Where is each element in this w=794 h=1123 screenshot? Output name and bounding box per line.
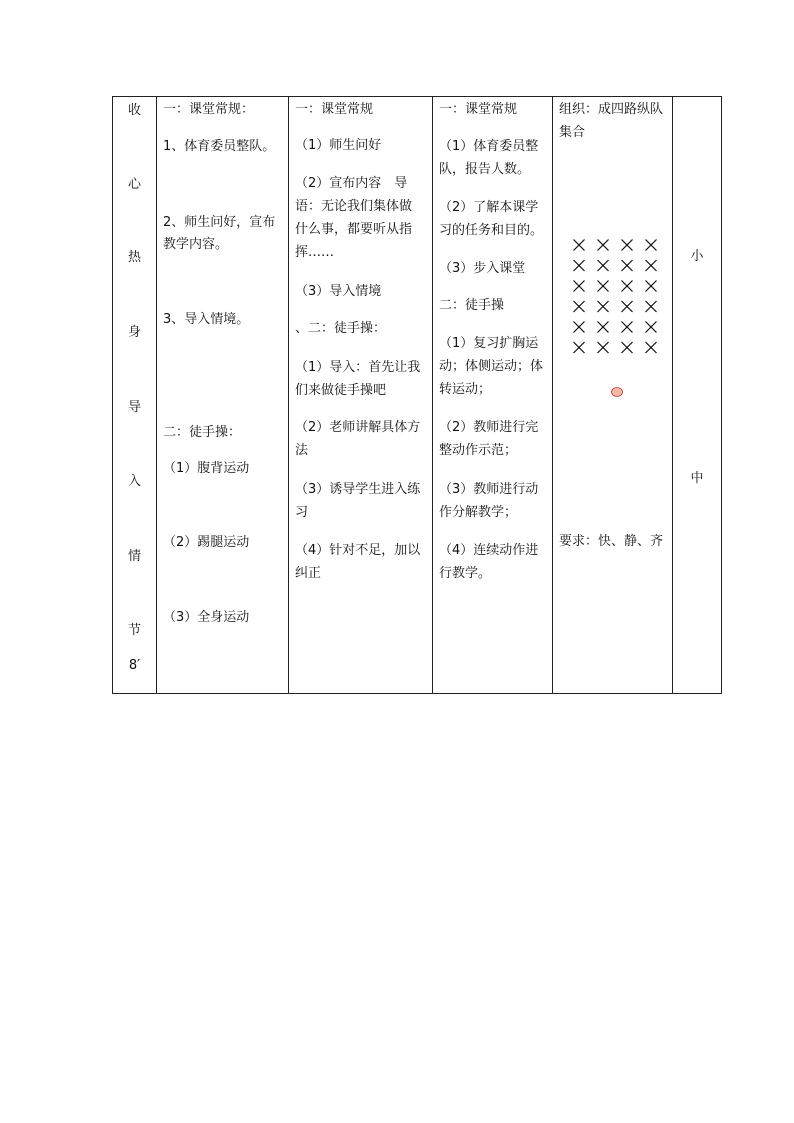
student-cross-mark (574, 342, 585, 353)
student-cross-mark (646, 281, 657, 292)
teacher-line: （4）针对不足，加以 (295, 543, 421, 558)
section-char: 热 (127, 250, 141, 265)
content-line: （3）全身运动 (163, 610, 250, 625)
teacher-line: 什么事，都要听从指 (295, 222, 413, 237)
teacher-circle-icon (611, 387, 623, 397)
student-cross-mark (574, 322, 585, 333)
teacher-line: （3）诱导学生进入练 (295, 482, 421, 497)
teacher-line: 、二：徒手操： (295, 321, 387, 336)
content-line: （2）踢腿运动 (163, 535, 250, 550)
student-cross-mark (646, 260, 657, 271)
section-char: 节 (127, 623, 141, 638)
student-line: 行教学。 (439, 566, 492, 581)
section-char: 情 (127, 549, 141, 564)
student-cross-mark (622, 240, 633, 251)
student-line: 队，报告人数。 (439, 162, 531, 177)
student-line: 二：徒手操 (439, 298, 505, 313)
student-line: 一：课堂常规 (439, 102, 518, 117)
teacher-activity-cell (289, 97, 433, 694)
student-line: 习的任务和目的。 (439, 223, 544, 238)
student-cross-mark (574, 240, 585, 251)
student-activity-cell (433, 97, 553, 694)
student-line: 动；体侧运动；体 (439, 359, 544, 374)
content-cell (157, 97, 289, 694)
section-char: 入 (127, 474, 141, 489)
teacher-line: 们来做徒手操吧 (295, 383, 387, 398)
section-char: 收 (127, 103, 141, 118)
teacher-line: 一：课堂常规 (295, 102, 374, 117)
student-cross-mark (598, 342, 609, 353)
student-cross-mark (622, 281, 633, 292)
content-line: 教学内容。 (163, 237, 229, 252)
organization-cell (553, 97, 673, 694)
teacher-line: （2）宣布内容 导 (295, 176, 408, 191)
section-char: 导 (127, 400, 141, 415)
student-cross-mark (646, 322, 657, 333)
section-duration: 8′ (128, 658, 141, 673)
teacher-line: （3）导入情境 (295, 284, 382, 299)
student-cross-mark (598, 240, 609, 251)
student-cross-mark (574, 281, 585, 292)
student-cross-mark (622, 301, 633, 312)
organization-line: 集合 (559, 125, 586, 140)
student-cross-mark (598, 281, 609, 292)
load-label: 中 (690, 471, 704, 486)
content-line: （1）腹背运动 (163, 461, 250, 476)
teacher-line: （1）导入：首先让我 (295, 360, 421, 375)
teacher-line: 习 (295, 505, 309, 520)
student-cross-mark (574, 260, 585, 271)
content-line: 一：课堂常规： (163, 102, 255, 117)
section-label-cell (113, 97, 157, 694)
student-line: （1）体育委员整 (439, 139, 539, 154)
teacher-line: 挥…… (295, 245, 335, 260)
student-line: 作分解教学； (439, 505, 518, 520)
teacher-line: 纠正 (295, 566, 322, 581)
organization-line: 组织：成四路纵队 (559, 102, 664, 117)
student-cross-mark (646, 240, 657, 251)
load-label: 小 (690, 249, 704, 264)
student-line: （2）了解本课学 (439, 200, 539, 215)
student-cross-mark (622, 260, 633, 271)
student-cross-mark (622, 342, 633, 353)
student-line: 整动作示范； (439, 443, 518, 458)
student-cross-mark (598, 301, 609, 312)
student-cross-mark (598, 260, 609, 271)
section-char: 身 (127, 325, 141, 340)
student-line: （3）步入课堂 (439, 261, 526, 276)
content-line: 3、导入情境。 (163, 312, 250, 327)
load-cell (673, 97, 722, 694)
content-line: 二：徒手操： (163, 425, 242, 440)
content-line: 2、师生问好，宣布 (163, 215, 276, 230)
student-line: （4）连续动作进 (439, 543, 539, 558)
student-cross-mark (646, 342, 657, 353)
teacher-line: 语：无论我们集体做 (295, 199, 413, 214)
teacher-line: 法 (295, 443, 309, 458)
student-line: （2）教师进行完 (439, 420, 539, 435)
teacher-line: （1）师生问好 (295, 138, 382, 153)
student-line: （3）教师进行动 (439, 482, 539, 497)
student-cross-mark (622, 322, 633, 333)
formation-diagram (573, 237, 669, 361)
student-cross-mark (598, 322, 609, 333)
formation-grid (573, 237, 669, 361)
teacher-line: （2）老师讲解具体方 (295, 420, 421, 435)
student-cross-mark (574, 301, 585, 312)
section-char: 心 (127, 177, 141, 192)
student-line: 转运动； (439, 382, 492, 397)
content-line: 1、体育委员整队。 (163, 139, 276, 154)
student-line: （1）复习扩胸运 (439, 336, 539, 351)
student-cross-mark (646, 301, 657, 312)
lesson-plan-table (112, 96, 722, 694)
organization-requirement: 要求：快、静、齐 (559, 534, 664, 549)
